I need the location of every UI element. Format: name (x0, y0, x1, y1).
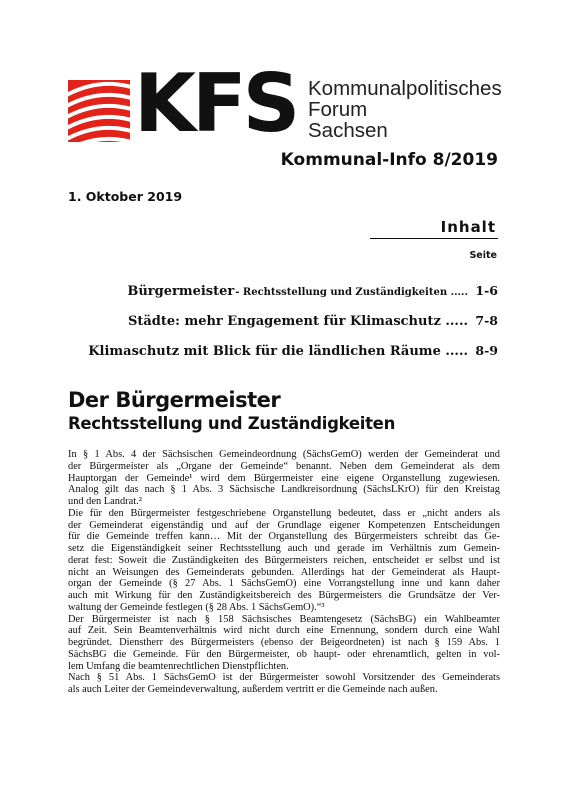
article-line: organ der Gemeinde (§ 27 Abs. 1 SächsGemO) eine Vorrangstellung inne und kann daher (68, 578, 500, 590)
toc-entry-staedte-klimaschutz[interactable] (128, 313, 498, 329)
article-body (68, 449, 500, 696)
logo-line-1: Kommunalpolitisches (308, 77, 502, 100)
toc-entry-title: Städte: mehr Engagement für Klimaschutz ..... (127, 314, 468, 329)
issue-title: Kommunal-Info 8/2019 (280, 150, 498, 170)
logo-line-3: Sachsen (308, 119, 388, 142)
article-subtitle: Rechtsstellung und Zuständigkeiten (68, 414, 396, 433)
article-line: Die für den Bürgermeister festgeschriebene Organstellung bedeutet, dass er „nicht anders als (68, 507, 500, 519)
toc-entry-klimaschutz-laendlich[interactable] (88, 343, 498, 359)
article-line: nicht an Weisungen des Gemeinderats gebunden. Allerdings hat der Gemeinderat als Haupt- (68, 566, 500, 578)
toc-entry-subtitle: - Rechtsstellung und Zuständigkeiten ..... (235, 287, 468, 298)
toc-entry-title: Bürgermeister (127, 284, 235, 299)
article-line: als auch Leiter der Gemeindeverwaltung, außerdem vertritt er die Gemeinde nach außen. (68, 684, 438, 695)
toc-entry-title: Klimaschutz mit Blick für die ländlichen Räume ..... (88, 344, 468, 359)
toc-entry-pages: 1-6 (475, 283, 498, 298)
contents-page-label: Seite (469, 250, 497, 261)
kfs-logo-emblem (68, 80, 130, 142)
kfs-logo-letters: KFS (134, 57, 297, 150)
toc-entry-pages: 7-8 (475, 313, 498, 328)
article-line: lem Umfang die beamtenrechtlichen Dienstpflichten. (68, 660, 289, 672)
article-line: Hauptorgan der Gemeinde¹ wird dem Bürgermeister eine eigene Organstellung zugewiesen. (68, 472, 500, 484)
contents-heading: Inhalt (440, 218, 496, 236)
article-line: setz die Eigenständigkeit seiner Rechtsstellung auch und gerade im Verhältnis zum Gemein- (68, 543, 500, 554)
toc-entry-buergermeister[interactable] (127, 283, 498, 299)
article-line: der Gemeinderat eigenständig und auf der Grundlage eigener Kompetenzen Entscheidungen (68, 519, 500, 531)
contents-divider (370, 238, 498, 239)
kfs-logo-name (308, 78, 502, 141)
article-line: waltung der Gemeinde festlegen (§ 28 Abs. 1 SächsGemO).“³ (68, 601, 325, 613)
article-line: für die Gemeinde treffen kann… Mit der Organstellung des Bürgermeisters schreibt das Ge- (68, 531, 500, 543)
article-line: auf Zeit. Sein Beamtenverhältnis wird nicht durch eine Ernennung, sondern durch eine Wahl (68, 625, 500, 637)
article-line: und den Landrat.² (68, 496, 142, 507)
article-line: auch mit Wirkung für den Zuständigkeitsbereich des Bürgermeisters die Grundsätze der Ver- (68, 590, 500, 601)
toc-entry-pages: 8-9 (475, 343, 498, 358)
issue-date: 1. Oktober 2019 (68, 189, 183, 204)
logo-line-2: Forum (308, 98, 368, 121)
article-line: Der Bürgermeister ist nach § 158 Sächsisches Beamtengesetz (SächsBG) ein Wahlbeamter (68, 613, 500, 625)
article-line: begründet. Dienstherr des Bürgermeisters (ebenso der Beigeordneten) ist nach § 159 Abs. 1 (68, 637, 500, 648)
article-line: SächsBG die Gemeinde. Für den Bürgermeister, ob haupt- oder ehrenamtlich, gelten in vol- (68, 648, 500, 660)
article-line: In § 1 Abs. 4 der Sächsischen Gemeindeordnung (SächsGemO) werden der Gemeinderat und (68, 449, 500, 460)
article-line: Analog gilt das nach § 1 Abs. 3 Sächsische Landkreisordnung (SächsLKrO) für den Kreistag (68, 484, 500, 496)
article-line: Nach § 51 Abs. 1 SächsGemO ist der Bürgermeister sowohl Vorsitzender des Gemeinderats (68, 672, 500, 684)
article-line: derat fest: Soweit die Zuständigkeiten des Bürgermeisters reichen, entscheidet er selbst und ist (68, 554, 500, 566)
article-line: der Bürgermeister als „Organe der Gemeinde“ benannt. Neben dem Gemeinderat als dem (68, 460, 500, 472)
article-title: Der Bürgermeister (68, 388, 281, 412)
